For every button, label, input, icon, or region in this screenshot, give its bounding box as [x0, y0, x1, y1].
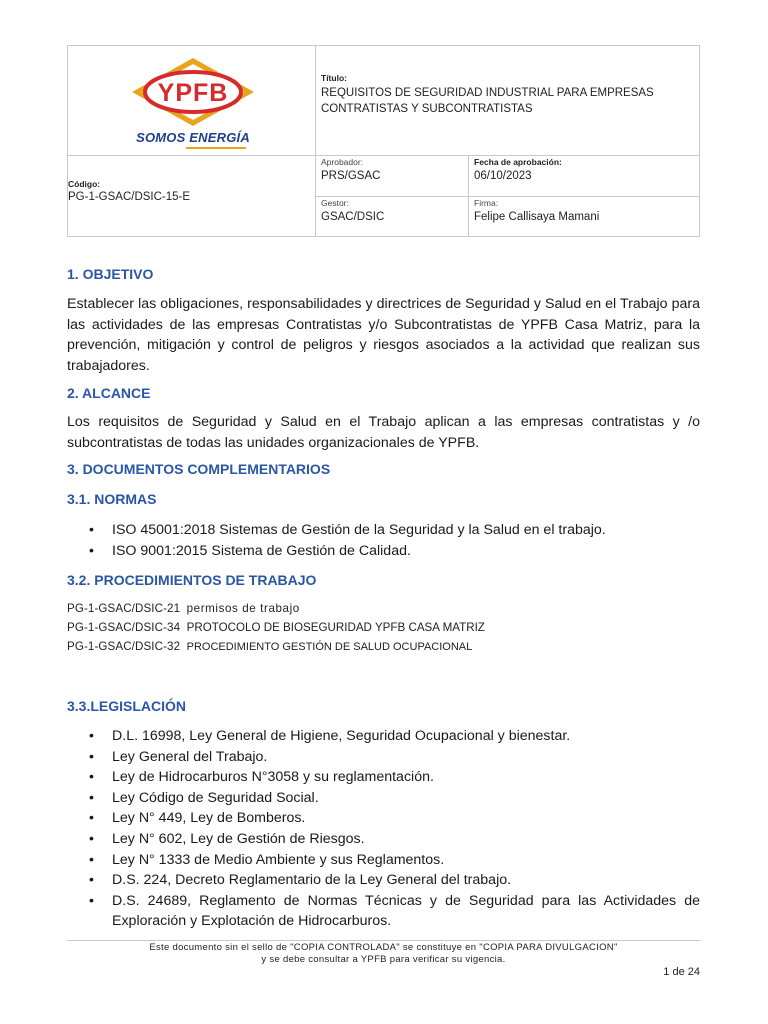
- section-documentos-title: 3. DOCUMENTOS COMPLEMENTARIOS: [67, 461, 331, 477]
- titulo-label: Título:: [321, 73, 347, 83]
- list-item: • ISO 9001:2015 Sistema de Gestión de Calidad.: [67, 541, 700, 562]
- firma-label: Firma:: [474, 198, 499, 208]
- fecha-value: 06/10/2023: [474, 170, 532, 182]
- bullet-icon: •: [89, 789, 94, 806]
- page-number: 1 de 24: [663, 966, 700, 978]
- section-objetivo-text: Establecer las obligaciones, responsabilidades y directrices de Seguridad y Salud en el Trabajo para las actividades de las empresas Contratistas y/o Subcontratistas de YPFB Casa Matriz, para la prevención, mitigación y control de peligros y riesgos asociados a la actividad que realizan sus trabajadores.: [67, 296, 700, 374]
- document-title: REQUISITOS DE SEGURIDAD INDUSTRIAL PARA EMPRESAS CONTRATISTAS Y SUBCONTRATISTAS: [321, 87, 654, 115]
- list-item: • Ley N° 449, Ley de Bomberos.: [67, 808, 700, 829]
- codigo-value: PG-1-GSAC/DSIC-15-E: [68, 191, 191, 203]
- section-normas-title: 3.1. NORMAS: [67, 491, 157, 507]
- aprobador-value: PRS/GSAC: [321, 170, 381, 182]
- section-alcance-text: Los requisitos de Seguridad y Salud en el Trabajo aplican a las empresas contratistas y /o subcontratistas de todas las unidades organizacionales de YPFB.: [67, 414, 700, 451]
- logo-tagline: SOMOS ENERGÍA: [126, 130, 260, 145]
- bullet-icon: •: [89, 522, 94, 538]
- normas-list: [67, 520, 700, 561]
- section-legislacion-title: 3.3.LEGISLACIÓN: [67, 698, 187, 714]
- footer-divider: [67, 940, 700, 941]
- footer-notice-line1: Este documento sin el sello de "COPIA CONTROLADA" se constituye en "COPIA PARA DIVULGACION": [149, 942, 618, 953]
- list-item: • D.S. 24689, Reglamento de Normas Técnicas y de Seguridad para las Actividades de Exploración y Explotación de Hidrocarburos.: [89, 892, 700, 930]
- fecha-label: Fecha de aprobación:: [474, 157, 562, 167]
- list-item: • D.L. 16998, Ley General de Higiene, Seguridad Ocupacional y bienestar.: [67, 726, 700, 747]
- list-item: • ISO 45001:2018 Sistemas de Gestión de la Seguridad y la Salud en el trabajo.: [67, 520, 700, 541]
- bullet-icon: •: [89, 851, 94, 868]
- bullet-icon: •: [89, 542, 94, 559]
- svg-text:YPFB: YPFB: [157, 79, 229, 107]
- list-item: • D.S. 224, Decreto Reglamentario de la Ley General del trabajo.: [67, 870, 700, 891]
- ypfb-logo-emblem: [126, 54, 260, 130]
- bullet-icon: •: [89, 728, 94, 744]
- document-header-table: [67, 45, 700, 237]
- footer-notice-line2: y se debe consultar a YPFB para verificar su vigencia.: [261, 954, 506, 965]
- bullet-icon: •: [89, 810, 94, 827]
- procedure-item: PG-1-GSAC/DSIC-32 PROCEDIMIENTO GESTIÓN DE SALUD OCUPACIONAL: [67, 640, 473, 653]
- list-item: • Ley de Hidrocarburos N°3058 y su reglamentación.: [67, 767, 700, 788]
- gestor-value: GSAC/DSIC: [321, 211, 385, 223]
- procedure-item: PG-1-GSAC/DSIC-34 PROTOCOLO DE BIOSEGURIDAD YPFB CASA MATRIZ: [67, 621, 485, 634]
- list-item: • Ley N° 602, Ley de Gestión de Riesgos.: [67, 829, 700, 850]
- bullet-icon: •: [89, 748, 94, 765]
- firma-value: Felipe Callisaya Mamani: [474, 211, 600, 223]
- aprobador-label: Aprobador:: [321, 157, 364, 167]
- gestor-label: Gestor:: [321, 198, 349, 208]
- codigo-label: Código:: [68, 179, 101, 189]
- section-objetivo-title: 1. OBJETIVO: [67, 266, 154, 282]
- list-item: • Ley Código de Seguridad Social.: [67, 788, 700, 809]
- ypfb-logo: [126, 54, 260, 150]
- bullet-icon: •: [89, 892, 94, 909]
- legislacion-list: [67, 726, 700, 932]
- section-procedimientos-title: 3.2. PROCEDIMIENTOS DE TRABAJO: [67, 572, 317, 588]
- list-item: • Ley N° 1333 de Medio Ambiente y sus Reglamentos.: [67, 850, 700, 871]
- bullet-icon: •: [89, 872, 94, 889]
- list-item: • Ley General del Trabajo.: [67, 747, 700, 768]
- section-alcance-title: 2. ALCANCE: [67, 385, 151, 401]
- procedure-item: PG-1-GSAC/DSIC-21 permisos de trabajo: [67, 602, 300, 615]
- bullet-icon: •: [89, 830, 94, 847]
- bullet-icon: •: [89, 769, 94, 786]
